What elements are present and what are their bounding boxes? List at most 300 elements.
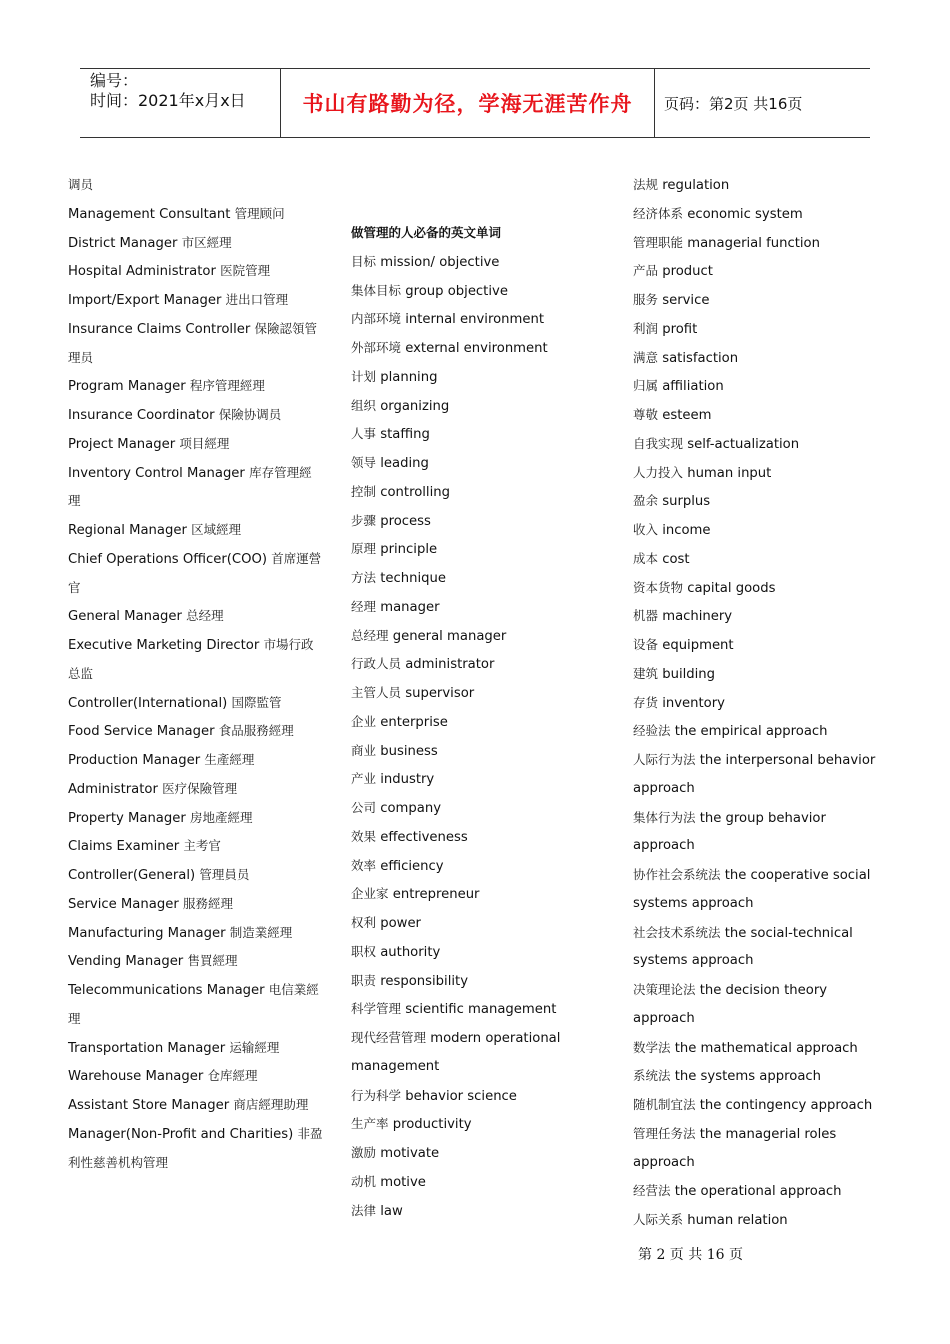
vocab-entry — [68, 1149, 323, 1178]
document-number-label: 编号： — [90, 71, 139, 90]
english-term: Chief Operations Officer(COO) — [68, 551, 268, 567]
chinese-term: 目标 — [351, 253, 377, 269]
chinese-term: 领导 — [351, 455, 377, 470]
vocab-entry — [633, 1120, 883, 1149]
english-term: affiliation — [662, 379, 724, 395]
vocab-entry — [68, 1062, 323, 1091]
vocab-entry — [68, 1005, 323, 1034]
vocab-entry — [351, 478, 616, 507]
english-term: Executive Marketing Director — [68, 638, 260, 653]
vocab-entry — [68, 574, 323, 603]
english-term: surplus — [662, 494, 711, 510]
english-term: Insurance Coordinator — [68, 408, 215, 423]
vocab-entry — [633, 1206, 883, 1235]
english-term: Hospital Administrator — [68, 264, 216, 280]
vocab-entry — [351, 593, 616, 622]
vocab-entry — [68, 861, 323, 890]
chinese-term: 生产率 — [351, 1116, 389, 1132]
vocab-entry — [351, 1053, 616, 1082]
vocab-entry — [633, 487, 883, 516]
vocab-entry — [68, 372, 323, 401]
english-term: the empirical approach — [674, 724, 828, 740]
english-term: leading — [380, 456, 429, 471]
english-term: company — [380, 801, 441, 816]
english-term: Inventory Control Manager — [68, 465, 245, 481]
english-term: Regional Manager — [68, 523, 187, 538]
chinese-term: 区域經理 — [191, 522, 242, 537]
chinese-term: 首席運營 — [271, 550, 322, 566]
vocab-entry — [351, 420, 616, 449]
english-term: Claims Examiner — [68, 839, 180, 855]
vocab-entry — [351, 967, 616, 996]
chinese-term: 电信業經 — [268, 982, 319, 997]
vocab-entry — [351, 708, 616, 737]
chinese-term: 满意 — [633, 349, 659, 365]
vocab-entry — [351, 1024, 616, 1053]
page-footer: 第 2 页 共 16 页 — [638, 1247, 743, 1263]
vocab-entry — [351, 334, 616, 363]
document-date: 时间：2021年x月x日 — [90, 91, 246, 110]
vocab-entry — [633, 1091, 883, 1120]
chinese-term: 运输經理 — [229, 1039, 280, 1055]
vocab-entry — [633, 602, 883, 631]
header-page-info: 页码：第2页 共16页 — [664, 94, 803, 113]
chinese-term: 市場行政 — [263, 637, 314, 652]
english-term: enterprise — [380, 714, 448, 730]
chinese-term: 协作社会系统法 — [633, 867, 721, 882]
english-term: modern operational — [430, 1031, 561, 1046]
english-term: the mathematical approach — [674, 1040, 858, 1056]
english-term: planning — [380, 369, 438, 385]
vocab-entry — [633, 516, 883, 545]
english-term: regulation — [662, 178, 730, 193]
vocab-entry — [351, 737, 616, 766]
english-term: principle — [380, 542, 438, 558]
english-term: the operational approach — [674, 1184, 842, 1200]
chinese-term: 效果 — [351, 828, 377, 844]
chinese-term: 经营法 — [633, 1183, 671, 1199]
english-term: satisfaction — [662, 350, 739, 366]
chinese-term: 行政人员 — [351, 656, 402, 672]
english-term: Transportation Manager — [68, 1040, 226, 1056]
english-term: product — [662, 264, 713, 280]
english-term: supervisor — [405, 686, 475, 701]
english-term: Controller(General) — [68, 868, 196, 883]
english-term: capital goods — [687, 580, 776, 596]
english-term: management — [351, 1058, 440, 1074]
english-term: general manager — [392, 628, 507, 644]
vocab-entry — [68, 976, 323, 1005]
chinese-term: 经济体系 — [633, 205, 684, 221]
chinese-term: 成本 — [633, 550, 659, 566]
english-term: power — [380, 916, 421, 931]
chinese-term: 制造業經理 — [229, 924, 293, 940]
english-term: managerial function — [687, 235, 820, 251]
english-term: District Manager — [68, 235, 178, 251]
vocab-entry — [633, 1005, 883, 1034]
english-term: the decision theory — [699, 983, 828, 998]
english-term: human relation — [687, 1213, 788, 1228]
english-term: internal environment — [405, 312, 544, 328]
chinese-term: 集体行为法 — [633, 809, 696, 825]
vocab-entry — [351, 1139, 616, 1168]
vocab-entry — [633, 171, 883, 200]
vocab-entry — [633, 344, 883, 373]
chinese-term: 效率 — [351, 857, 377, 873]
english-term: inventory — [662, 695, 725, 711]
vocab-entry — [351, 650, 616, 679]
chinese-term: 食品服務經理 — [218, 723, 294, 739]
english-term: process — [380, 513, 431, 529]
chinese-term: 企业家 — [351, 886, 389, 902]
english-term: economic system — [687, 206, 803, 222]
chinese-term: 收入 — [633, 522, 659, 537]
vocab-entry — [68, 401, 323, 430]
chinese-term: 数学法 — [633, 1039, 671, 1055]
vocab-entry — [68, 832, 323, 861]
english-term: motive — [380, 1174, 426, 1190]
vocab-entry — [68, 1091, 323, 1120]
chinese-term: 内部环境 — [351, 311, 402, 327]
chinese-term: 程序管理經理 — [189, 378, 265, 394]
vocab-entry — [633, 832, 883, 861]
vocab-entry — [633, 430, 883, 459]
chinese-term: 人际关系 — [633, 1212, 684, 1227]
chinese-term: 项目經理 — [179, 435, 230, 451]
vocab-entry — [68, 746, 323, 775]
vocab-entry — [351, 1110, 616, 1139]
english-term: controlling — [380, 484, 450, 500]
english-term: esteem — [662, 408, 712, 423]
english-term: authority — [380, 944, 441, 960]
english-term: approach — [633, 1010, 695, 1026]
chinese-term: 主考官 — [183, 838, 221, 854]
vocab-entry — [633, 200, 883, 229]
column-management-terms-continued — [633, 171, 883, 1235]
vocab-entry — [633, 1149, 883, 1178]
vocab-entry — [68, 200, 323, 229]
chinese-term: 售買經理 — [187, 953, 238, 969]
column-management-terms — [351, 219, 616, 1225]
vocab-entry — [633, 947, 883, 976]
english-term: Import/Export Manager — [68, 293, 222, 308]
vocab-entry — [351, 938, 616, 967]
chinese-term: 人事 — [351, 426, 377, 442]
vocab-entry — [351, 995, 616, 1024]
english-term: scientific management — [405, 1002, 557, 1018]
vocab-entry — [68, 286, 323, 315]
vocab-entry — [351, 622, 616, 651]
vocab-entry — [68, 459, 323, 488]
chinese-term: 步骤 — [351, 512, 377, 528]
english-term: Production Manager — [68, 753, 201, 768]
english-term: the cooperative social — [724, 868, 871, 883]
vocab-entry — [351, 277, 616, 306]
english-term: productivity — [392, 1117, 472, 1133]
chinese-term: 职责 — [351, 972, 377, 988]
vocab-entry — [351, 1082, 616, 1111]
vocab-entry — [633, 890, 883, 919]
english-term: Assistant Store Manager — [68, 1098, 230, 1113]
english-term: Manufacturing Manager — [68, 925, 226, 941]
english-term: responsibility — [380, 973, 469, 989]
vocab-entry — [633, 1062, 883, 1091]
chinese-term: 经理 — [351, 598, 377, 614]
vocab-entry — [351, 765, 616, 794]
chinese-term: 存货 — [633, 694, 659, 710]
vocab-entry — [351, 880, 616, 909]
vocab-entry — [633, 229, 883, 258]
english-term: Insurance Claims Controller — [68, 321, 251, 337]
chinese-term: 进出口管理 — [225, 292, 289, 307]
chinese-term: 官 — [68, 579, 81, 595]
chinese-term: 保險認領管 — [254, 320, 318, 336]
english-term: General Manager — [68, 609, 182, 625]
vocab-entry — [633, 286, 883, 315]
vocab-entry — [68, 689, 323, 718]
vocab-entry — [351, 535, 616, 564]
chinese-term: 系统法 — [633, 1068, 671, 1084]
english-term: Management Consultant — [68, 206, 231, 222]
chinese-term: 生產經理 — [204, 752, 255, 767]
chinese-term: 原理 — [351, 541, 377, 557]
vocab-entry — [68, 1034, 323, 1063]
chinese-term: 库存管理經 — [249, 464, 312, 480]
chinese-term: 商店經理助理 — [233, 1097, 309, 1112]
vocab-entry — [68, 804, 323, 833]
vocab-entry — [351, 507, 616, 536]
vocab-entry — [68, 229, 323, 258]
chinese-term: 盈余 — [633, 493, 659, 509]
vocab-entry — [633, 545, 883, 574]
vocab-entry — [351, 305, 616, 334]
chinese-term: 服務經理 — [182, 895, 233, 911]
english-term: profit — [662, 321, 698, 337]
english-term: income — [662, 523, 711, 538]
vocab-entry — [633, 919, 883, 948]
english-term: systems approach — [633, 953, 754, 969]
chinese-term: 国際監管 — [231, 694, 282, 710]
english-term: cost — [662, 551, 690, 567]
vocab-entry — [633, 746, 883, 775]
vocab-entry — [68, 171, 323, 200]
english-term: technique — [380, 571, 446, 586]
vocab-entry — [633, 689, 883, 718]
english-term: motivate — [380, 1146, 440, 1161]
chinese-term: 控制 — [351, 483, 377, 499]
chinese-term: 归属 — [633, 378, 659, 394]
english-term: self-actualization — [687, 436, 800, 452]
vocab-entry — [351, 1168, 616, 1197]
vocab-entry — [351, 909, 616, 938]
vocab-entry — [68, 257, 323, 286]
vocab-entry — [633, 459, 883, 488]
chinese-term: 社会技术系统法 — [633, 924, 721, 940]
chinese-term: 总经理 — [186, 608, 224, 624]
chinese-term: 决策理论法 — [633, 982, 696, 997]
english-term: organizing — [380, 398, 450, 414]
chinese-term: 仓库經理 — [207, 1068, 258, 1084]
chinese-term: 理 — [68, 493, 81, 509]
chinese-term: 管理員员 — [199, 867, 250, 882]
chinese-term: 行为科学 — [351, 1087, 402, 1103]
chinese-term: 法规 — [633, 177, 659, 192]
chinese-term: 方法 — [351, 570, 377, 585]
vocab-entry — [633, 660, 883, 689]
vocab-entry — [351, 564, 616, 593]
chinese-term: 管理职能 — [633, 234, 684, 250]
chinese-term: 外部环境 — [351, 340, 402, 355]
chinese-term: 利性慈善机构管理 — [68, 1154, 169, 1170]
english-term: external environment — [405, 341, 548, 356]
chinese-term: 人际行为法 — [633, 752, 696, 767]
vocab-entry — [351, 852, 616, 881]
vocab-entry — [633, 257, 883, 286]
chinese-term: 服务 — [633, 292, 659, 307]
vocab-entry — [633, 861, 883, 890]
vocab-entry — [68, 631, 323, 660]
english-term: approach — [633, 838, 695, 854]
chinese-term: 管理任务法 — [633, 1125, 696, 1141]
chinese-term: 计划 — [351, 368, 377, 384]
chinese-term: 医院管理 — [220, 263, 271, 279]
vocab-entry — [633, 574, 883, 603]
chinese-term: 资本货物 — [633, 579, 684, 595]
english-term: the group behavior — [699, 810, 826, 826]
chinese-term: 非盈 — [297, 1125, 323, 1141]
header-motto: 书山有路勤为径，学海无涯苦作舟 — [281, 69, 655, 137]
chinese-term: 保險协调员 — [218, 407, 282, 422]
vocab-entry — [68, 775, 323, 804]
english-term: approach — [633, 1154, 695, 1170]
vocab-entry — [633, 976, 883, 1005]
english-term: Vending Manager — [68, 954, 184, 970]
header-meta — [80, 69, 281, 137]
english-term: effectiveness — [380, 829, 468, 845]
vocab-entry — [68, 315, 323, 344]
chinese-term: 随机制宜法 — [633, 1097, 696, 1112]
english-term: Food Service Manager — [68, 724, 215, 740]
vocab-entry — [351, 248, 616, 277]
vocab-entry — [68, 919, 323, 948]
vocab-entry — [68, 487, 323, 516]
english-term: entrepreneur — [392, 887, 480, 903]
vocab-entry — [633, 775, 883, 804]
vocab-entry — [68, 344, 323, 373]
vocab-entry — [351, 449, 616, 478]
english-term: behavior science — [405, 1088, 517, 1104]
chinese-term: 科学管理 — [351, 1001, 402, 1017]
chinese-term: 产品 — [633, 263, 659, 279]
vocab-entry — [633, 631, 883, 660]
chinese-term: 权利 — [351, 915, 377, 930]
vocab-entry — [351, 794, 616, 823]
chinese-term: 职权 — [351, 943, 377, 959]
chinese-term: 利润 — [633, 320, 659, 336]
chinese-term: 尊敬 — [633, 407, 659, 422]
english-term: approach — [633, 780, 695, 796]
english-term: business — [380, 743, 438, 759]
english-term: human input — [687, 465, 772, 481]
vocab-entry — [68, 890, 323, 919]
english-term: Service Manager — [68, 896, 179, 912]
vocab-entry — [351, 823, 616, 852]
chinese-term: 自我实现 — [633, 435, 684, 451]
chinese-term: 管理顾问 — [234, 205, 285, 221]
chinese-term: 企业 — [351, 713, 377, 729]
chinese-term: 经验法 — [633, 723, 671, 739]
english-term: the contingency approach — [699, 1098, 873, 1113]
vocab-entry — [351, 679, 616, 708]
vocab-entry — [68, 947, 323, 976]
chinese-term: 房地產經理 — [190, 809, 253, 825]
chinese-term: 理员 — [68, 349, 94, 365]
vocab-entry — [351, 392, 616, 421]
english-term: law — [380, 1203, 403, 1219]
chinese-term: 现代经营管理 — [351, 1030, 427, 1045]
chinese-term: 激励 — [351, 1145, 377, 1160]
vocab-entry — [68, 430, 323, 459]
vocab-entry — [633, 401, 883, 430]
english-term: the interpersonal behavior — [699, 753, 876, 768]
vocab-entry — [633, 372, 883, 401]
english-term: Manager(Non-Profit and Charities) — [68, 1126, 294, 1142]
english-term: group objective — [405, 283, 508, 299]
chinese-term: 动机 — [351, 1173, 377, 1189]
vocab-entry — [633, 1177, 883, 1206]
vocab-entry — [633, 804, 883, 833]
english-term: machinery — [662, 609, 733, 625]
english-term: systems approach — [633, 895, 754, 911]
vocab-entry — [633, 1034, 883, 1063]
english-term: manager — [380, 599, 440, 615]
english-term: the social-technical — [724, 925, 853, 941]
chinese-term: 建筑 — [633, 665, 659, 681]
english-term: service — [662, 293, 710, 308]
english-term: Controller(International) — [68, 695, 228, 711]
chinese-term: 主管人员 — [351, 685, 402, 700]
english-term: mission/ objective — [380, 254, 500, 270]
english-term: building — [662, 666, 716, 682]
vocab-entry — [351, 1197, 616, 1226]
vocab-entry — [68, 1120, 323, 1149]
chinese-term: 人力投入 — [633, 464, 684, 480]
english-term: the managerial roles — [699, 1126, 837, 1142]
chinese-term: 总经理 — [351, 627, 389, 643]
english-term: efficiency — [380, 858, 444, 874]
english-term: Program Manager — [68, 379, 186, 395]
page-header — [80, 68, 870, 138]
chinese-term: 市区經理 — [181, 234, 232, 250]
column-job-titles — [68, 171, 323, 1177]
chinese-term: 组织 — [351, 397, 377, 413]
vocab-entry — [68, 660, 323, 689]
english-term: the systems approach — [674, 1069, 822, 1085]
chinese-term: 商业 — [351, 742, 377, 758]
english-term: staffing — [380, 427, 430, 443]
chinese-term: 调员 — [68, 177, 94, 192]
english-term: equipment — [662, 638, 734, 653]
chinese-term: 集体目标 — [351, 282, 402, 298]
english-term: Administrator — [68, 781, 158, 797]
chinese-term: 公司 — [351, 800, 377, 815]
english-term: Project Manager — [68, 436, 176, 452]
english-term: administrator — [405, 657, 495, 673]
section-heading: 做管理的人必备的英文单词 — [351, 225, 502, 240]
vocab-entry — [633, 315, 883, 344]
vocab-entry — [68, 545, 323, 574]
chinese-term: 产业 — [351, 771, 377, 787]
